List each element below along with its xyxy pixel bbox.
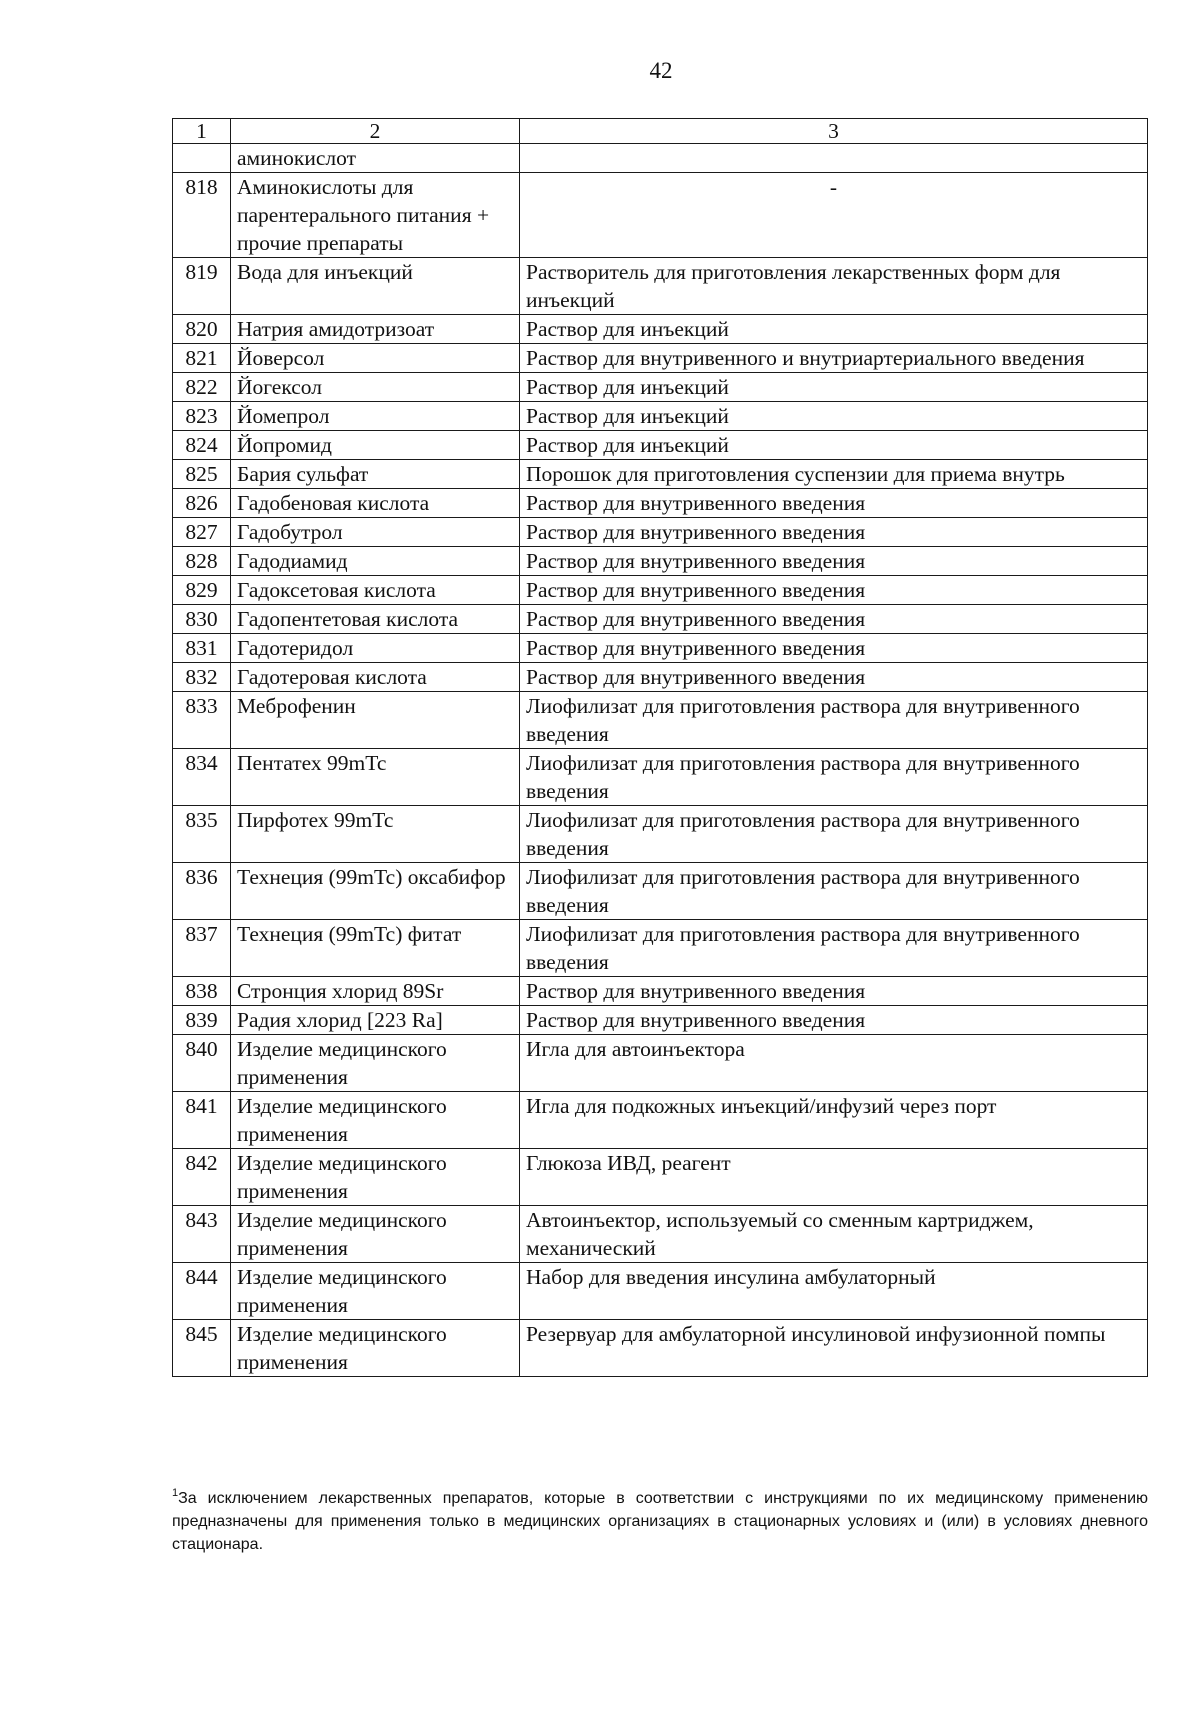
drug-name-cell: Радия хлорид [223 Ra] (231, 1006, 520, 1035)
dosage-form-cell: Раствор для внутривенного введения (520, 547, 1148, 576)
table-row (173, 173, 1148, 258)
drug-name-cell: Изделие медицинского применения (231, 1092, 520, 1149)
table-row (173, 1006, 1148, 1035)
table-row (173, 692, 1148, 749)
dosage-form-cell: Раствор для внутривенного введения (520, 489, 1148, 518)
row-number-cell: 824 (173, 431, 231, 460)
table-row (173, 460, 1148, 489)
drug-name-cell: Бария сульфат (231, 460, 520, 489)
table-row (173, 518, 1148, 547)
row-number-cell: 843 (173, 1206, 231, 1263)
row-number-cell: 831 (173, 634, 231, 663)
dosage-form-cell: Лиофилизат для приготовления раствора для внутривенного введения (520, 920, 1148, 977)
dosage-form-cell: Раствор для внутривенного введения (520, 1006, 1148, 1035)
table-row (173, 920, 1148, 977)
footnote-marker: 1 (172, 1487, 179, 1499)
row-number-cell: 828 (173, 547, 231, 576)
table-row (173, 634, 1148, 663)
dosage-form-cell: Раствор для внутривенного введения (520, 576, 1148, 605)
table-row (173, 977, 1148, 1006)
dosage-form-cell: Глюкоза ИВД, реагент (520, 1149, 1148, 1206)
drug-name-cell: Пирфотех 99mTc (231, 806, 520, 863)
dosage-form-cell: Лиофилизат для приготовления раствора для внутривенного введения (520, 692, 1148, 749)
table-row (173, 663, 1148, 692)
dosage-form-cell: Растворитель для приготовления лекарственных форм для инъекций (520, 258, 1148, 315)
drug-name-cell: Йомепрол (231, 402, 520, 431)
dosage-form-cell: Раствор для внутривенного и внутриартериального введения (520, 344, 1148, 373)
footnote-text: За исключением лекарственных препаратов, которые в соответствии с инструкциями по их медицинскому применению предназначены для применения только в медицинских организациях в стационарных условиях и (или) в условиях дневного стационара. (172, 1490, 1148, 1553)
dosage-form-cell: Раствор для внутривенного введения (520, 977, 1148, 1006)
drug-name-cell: Гадопентетовая кислота (231, 605, 520, 634)
drug-table (172, 118, 1148, 1377)
dosage-form-cell: Раствор для внутривенного введения (520, 605, 1148, 634)
row-number-cell: 820 (173, 315, 231, 344)
drug-name-cell: Изделие медицинского применения (231, 1149, 520, 1206)
drug-name-cell: Пентатех 99mTc (231, 749, 520, 806)
dosage-form-cell: Лиофилизат для приготовления раствора для внутривенного введения (520, 749, 1148, 806)
row-number-cell: 838 (173, 977, 231, 1006)
drug-name-cell: Гадобеновая кислота (231, 489, 520, 518)
drug-name-cell: аминокислот (231, 144, 520, 173)
dosage-form-cell: Набор для введения инсулина амбулаторный (520, 1263, 1148, 1320)
row-number-cell: 829 (173, 576, 231, 605)
table-row (173, 373, 1148, 402)
table-row (173, 605, 1148, 634)
drug-name-cell: Изделие медицинского применения (231, 1320, 520, 1377)
table-row (173, 402, 1148, 431)
dosage-form-cell (520, 144, 1148, 173)
drug-name-cell: Йогексол (231, 373, 520, 402)
table-row (173, 806, 1148, 863)
row-number-cell: 832 (173, 663, 231, 692)
table-row (173, 1320, 1148, 1377)
row-number-cell: 844 (173, 1263, 231, 1320)
row-number-cell: 835 (173, 806, 231, 863)
row-number-cell: 821 (173, 344, 231, 373)
row-number-cell: 823 (173, 402, 231, 431)
drug-name-cell: Изделие медицинского применения (231, 1206, 520, 1263)
footnote (172, 1487, 1148, 1556)
header-col-1: 1 (173, 119, 231, 144)
drug-name-cell: Йопромид (231, 431, 520, 460)
table-row (173, 431, 1148, 460)
table-row (173, 547, 1148, 576)
table-row (173, 1092, 1148, 1149)
row-number-cell: 841 (173, 1092, 231, 1149)
row-number-cell: 839 (173, 1006, 231, 1035)
dosage-form-cell: Автоинъектор, используемый со сменным картриджем, механический (520, 1206, 1148, 1263)
drug-name-cell: Технеция (99mTc) фитат (231, 920, 520, 977)
row-number-cell: 827 (173, 518, 231, 547)
table-row (173, 144, 1148, 173)
row-number-cell: 836 (173, 863, 231, 920)
dosage-form-cell: Раствор для инъекций (520, 431, 1148, 460)
drug-name-cell: Аминокислоты для парентерального питания + прочие препараты (231, 173, 520, 258)
drug-name-cell: Гадодиамид (231, 547, 520, 576)
table-row (173, 315, 1148, 344)
row-number-cell: 826 (173, 489, 231, 518)
table-body (173, 119, 1148, 1377)
row-number-cell: 834 (173, 749, 231, 806)
drug-name-cell: Йоверсол (231, 344, 520, 373)
table-row (173, 863, 1148, 920)
dosage-form-cell: Игла для подкожных инъекций/инфузий через порт (520, 1092, 1148, 1149)
table-row (173, 258, 1148, 315)
drug-name-cell: Изделие медицинского применения (231, 1035, 520, 1092)
drug-name-cell: Гадоксетовая кислота (231, 576, 520, 605)
drug-name-cell: Натрия амидотризоат (231, 315, 520, 344)
table-row (173, 576, 1148, 605)
page-number: 42 (649, 58, 673, 83)
drug-name-cell: Изделие медицинского применения (231, 1263, 520, 1320)
dosage-form-cell: Резервуар для амбулаторной инсулиновой инфузионной помпы (520, 1320, 1148, 1377)
dosage-form-cell: - (520, 173, 1148, 258)
dosage-form-cell: Лиофилизат для приготовления раствора для внутривенного введения (520, 863, 1148, 920)
table-header-row (173, 119, 1148, 144)
table-row (173, 344, 1148, 373)
dosage-form-cell: Раствор для внутривенного введения (520, 634, 1148, 663)
row-number-cell: 818 (173, 173, 231, 258)
dosage-form-cell: Раствор для внутривенного введения (520, 518, 1148, 547)
table-row (173, 1149, 1148, 1206)
dosage-form-cell: Раствор для инъекций (520, 402, 1148, 431)
drug-name-cell: Вода для инъекций (231, 258, 520, 315)
header-col-2: 2 (231, 119, 520, 144)
row-number-cell: 822 (173, 373, 231, 402)
row-number-cell: 837 (173, 920, 231, 977)
row-number-cell: 842 (173, 1149, 231, 1206)
dosage-form-cell: Порошок для приготовления суспензии для приема внутрь (520, 460, 1148, 489)
drug-name-cell: Стронция хлорид 89Sr (231, 977, 520, 1006)
dosage-form-cell: Игла для автоинъектора (520, 1035, 1148, 1092)
drug-name-cell: Гадотеровая кислота (231, 663, 520, 692)
drug-name-cell: Технеция (99mTc) оксабифор (231, 863, 520, 920)
row-number-cell: 830 (173, 605, 231, 634)
drug-name-cell: Гадотеридол (231, 634, 520, 663)
table-row (173, 1206, 1148, 1263)
table-row (173, 489, 1148, 518)
table-row (173, 1035, 1148, 1092)
dosage-form-cell: Раствор для внутривенного введения (520, 663, 1148, 692)
dosage-form-cell: Раствор для инъекций (520, 373, 1148, 402)
row-number-cell: 825 (173, 460, 231, 489)
dosage-form-cell: Лиофилизат для приготовления раствора для внутривенного введения (520, 806, 1148, 863)
table-row (173, 1263, 1148, 1320)
row-number-cell: 845 (173, 1320, 231, 1377)
header-col-3: 3 (520, 119, 1148, 144)
dosage-form-cell: Раствор для инъекций (520, 315, 1148, 344)
row-number-cell: 819 (173, 258, 231, 315)
drug-name-cell: Гадобутрол (231, 518, 520, 547)
row-number-cell (173, 144, 231, 173)
table-row (173, 749, 1148, 806)
drug-name-cell: Меброфенин (231, 692, 520, 749)
row-number-cell: 833 (173, 692, 231, 749)
row-number-cell: 840 (173, 1035, 231, 1092)
